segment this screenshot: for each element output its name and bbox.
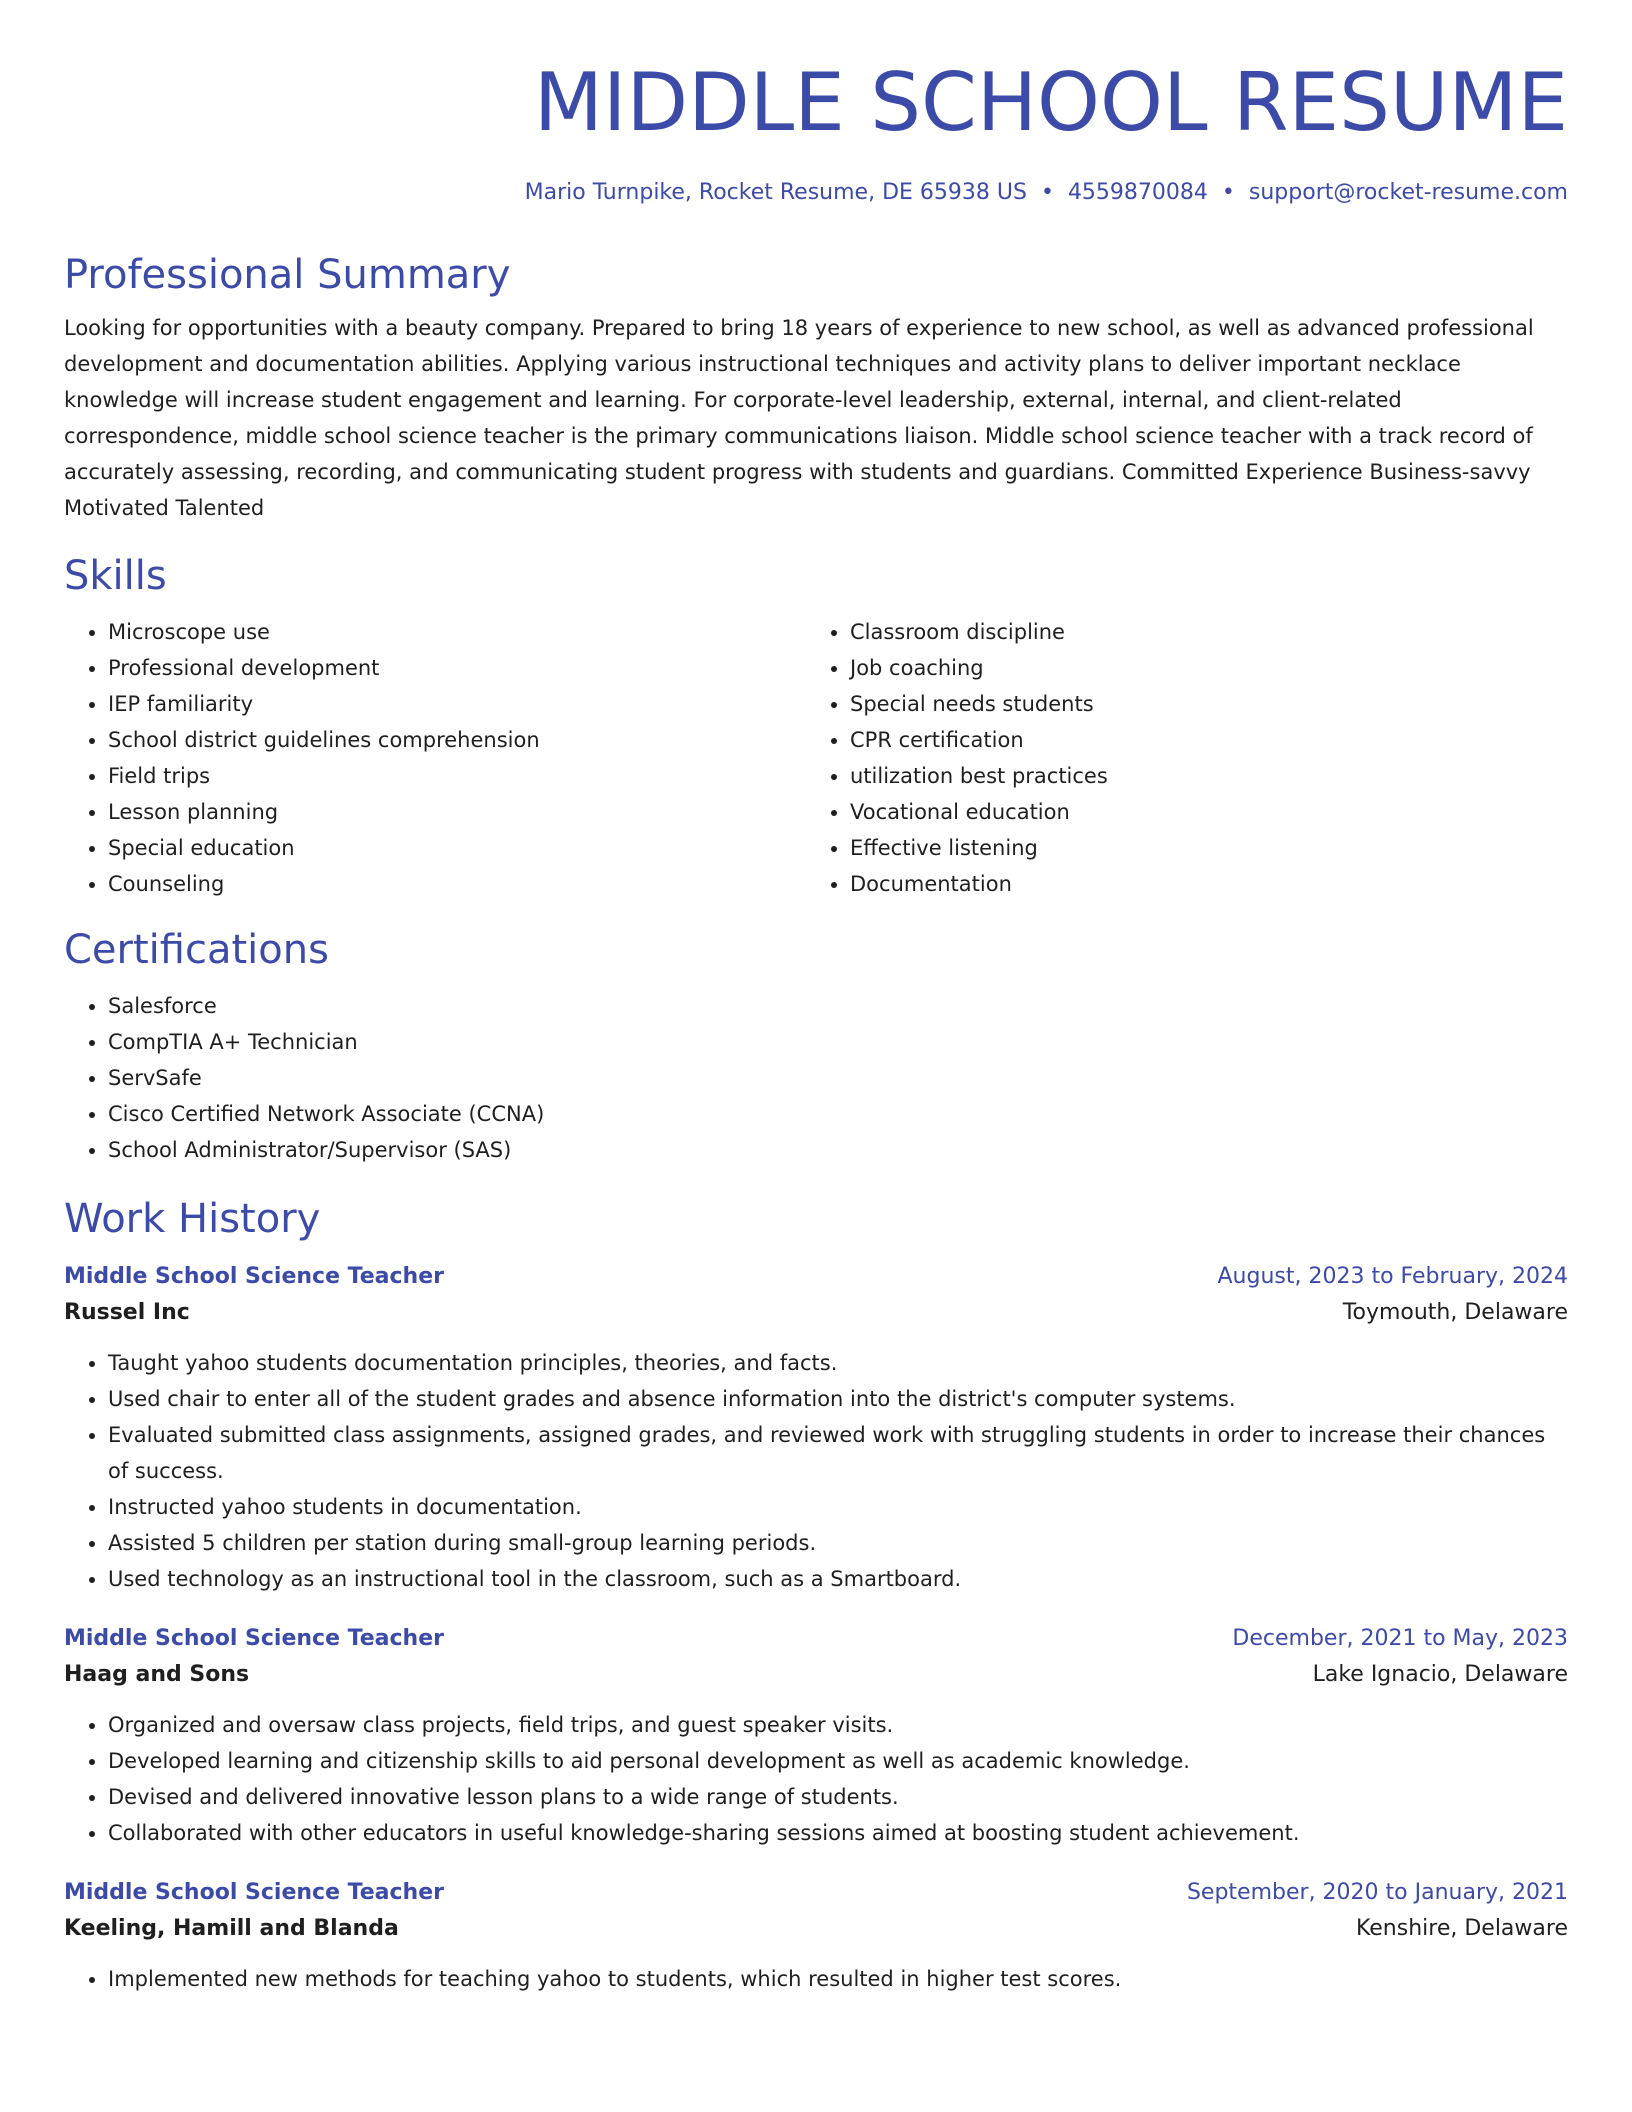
contact-separator: • [1221,180,1235,205]
certifications-list [64,988,1568,1168]
job-bullet: • Evaluated submitted class assignments, assigned grades, and reviewed work with struggling students in order to increase their chances of success. [108,1417,1568,1489]
certification-item: • Cisco Certified Network Associate (CCNA) [108,1096,1568,1132]
skill-item: • utilization best practices [850,758,1548,794]
skill-item: • Effective listening [850,830,1548,866]
skills-column-right [806,614,1548,902]
job-company-row [64,1911,1568,1947]
contact-email: support@rocket-resume.com [1248,180,1568,205]
skill-item: • Lesson planning [108,794,806,830]
certification-item: • School Administrator/Supervisor (SAS) [108,1132,1568,1168]
job-company-row [64,1295,1568,1331]
job-bullet: • Developed learning and citizenship skills to aid personal development as well as academic knowledge. [108,1743,1568,1779]
skills-heading: Skills [64,553,167,599]
skill-item: • Classroom discipline [850,614,1548,650]
job-dates: August, 2023 to February, 2024 [1217,1264,1568,1289]
contact-separator: • [1040,180,1054,205]
certification-item: • Salesforce [108,988,1568,1024]
skill-item: • Microscope use [108,614,806,650]
skills-list-right [806,614,1548,902]
skill-item: • Job coaching [850,650,1548,686]
skill-item: • Professional development [108,650,806,686]
resume-name: MIDDLE SCHOOL RESUME [533,56,1568,149]
skills-grid [64,614,1568,902]
job-bullet: • Implemented new methods for teaching yahoo to students, which resulted in higher test scores. [108,1961,1568,1997]
job-company: Russel Inc [64,1300,190,1325]
job-bullets [64,1707,1568,1851]
certifications-heading: Certifications [64,927,329,973]
job-bullet: • Organized and oversaw class projects, field trips, and guest speaker visits. [108,1707,1568,1743]
skill-item: • Counseling [108,866,806,902]
contact-address: Mario Turnpike, Rocket Resume, DE 65938 US [524,180,1027,205]
skill-item: • Special needs students [850,686,1548,722]
job-title: Middle School Science Teacher [64,1626,444,1651]
skill-item: • Field trips [108,758,806,794]
job-company: Keeling, Hamill and Blanda [64,1916,399,1941]
summary-section [64,251,1568,526]
contact-line [64,178,1568,208]
skill-item: • Documentation [850,866,1548,902]
summary-text: Looking for opportunities with a beauty company. Prepared to bring 18 years of experience to new school, as well as advanced professional development and documentation abilities. Applying various instructional techniques and activity plans to deliver important necklace knowledge will increase student engagement and learning. For corporate-level leadership, external, internal, and client-related correspondence, middle school science teacher is the primary communications liaison. Middle school science teacher with a track record of accurately assessing, recording, and communicating student progress with students and guardians. Committed Experience Business-savvy Motivated Talented [64,316,1534,520]
skill-item: • School district guidelines comprehension [108,722,806,758]
certification-item: • CompTIA A+ Technician [108,1024,1568,1060]
certification-item: • ServSafe [108,1060,1568,1096]
skills-column-left [64,614,806,902]
job-entry [64,1621,1568,1851]
work-history-section [64,1195,1568,1997]
job-dates: September, 2020 to January, 2021 [1186,1880,1568,1905]
job-bullet: • Used chair to enter all of the student grades and absence information into the district's computer systems. [108,1381,1568,1417]
skill-item: • Vocational education [850,794,1548,830]
job-bullet: • Devised and delivered innovative lesson plans to a wide range of students. [108,1779,1568,1815]
job-title-row [64,1875,1568,1911]
job-title: Middle School Science Teacher [64,1264,444,1289]
skill-item: • IEP familiarity [108,686,806,722]
work-history-heading: Work History [64,1196,321,1242]
job-dates: December, 2021 to May, 2023 [1232,1626,1568,1651]
job-entry [64,1875,1568,1997]
job-location: Kenshire, Delaware [1355,1916,1568,1941]
job-company-row [64,1657,1568,1693]
skills-list-left [64,614,806,902]
job-bullet: • Collaborated with other educators in useful knowledge-sharing sessions aimed at boosting student achievement. [108,1815,1568,1851]
job-bullet: • Used technology as an instructional tool in the classroom, such as a Smartboard. [108,1561,1568,1597]
job-bullet: • Assisted 5 children per station during small-group learning periods. [108,1525,1568,1561]
job-location: Toymouth, Delaware [1342,1300,1568,1325]
contact-phone: 4559870084 [1067,180,1208,205]
job-company: Haag and Sons [64,1662,250,1687]
summary-heading: Professional Summary [64,252,511,298]
job-bullet: • Instructed yahoo students in documentation. [108,1489,1568,1525]
certifications-section [64,926,1568,1168]
skills-section [64,552,1568,902]
job-title: Middle School Science Teacher [64,1880,444,1905]
job-bullets [64,1345,1568,1597]
job-location: Lake Ignacio, Delaware [1312,1662,1568,1687]
job-title-row [64,1621,1568,1657]
job-entry [64,1259,1568,1597]
skill-item: • CPR certification [850,722,1548,758]
job-bullets [64,1961,1568,1997]
resume-header [64,0,1568,208]
job-title-row [64,1259,1568,1295]
skill-item: • Special education [108,830,806,866]
job-bullet: • Taught yahoo students documentation principles, theories, and facts. [108,1345,1568,1381]
